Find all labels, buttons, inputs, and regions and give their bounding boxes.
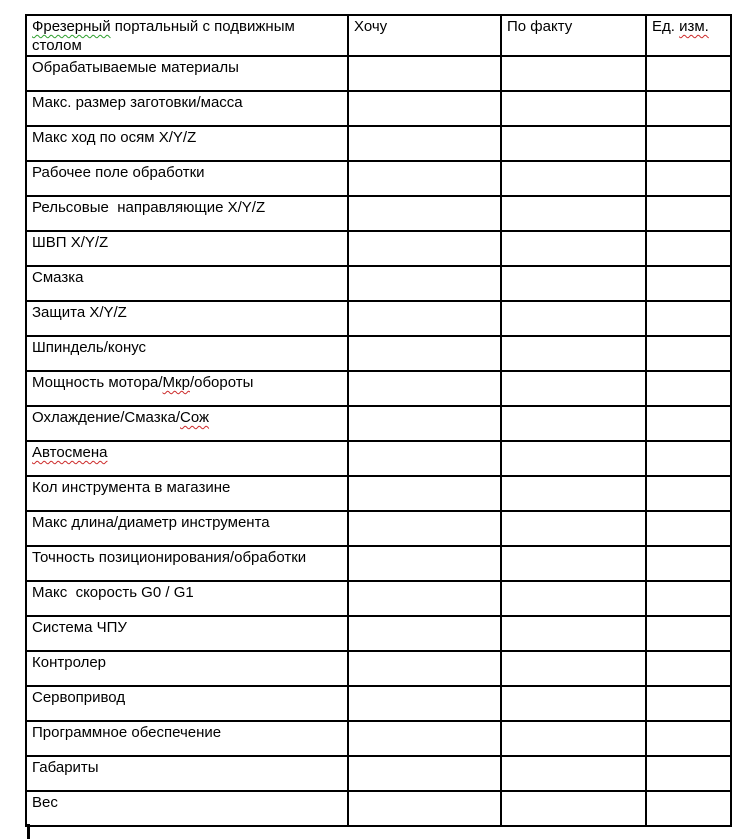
want-cell[interactable]: [348, 406, 501, 441]
table-row: [26, 511, 731, 546]
header-cell-want[interactable]: [348, 15, 501, 56]
table-row: [26, 651, 731, 686]
table-row: [26, 441, 731, 476]
want-cell[interactable]: [348, 721, 501, 756]
want-cell[interactable]: [348, 336, 501, 371]
label-text: Система ЧПУ: [32, 619, 127, 636]
row-label-cell[interactable]: [26, 441, 348, 476]
table-row: [26, 791, 731, 826]
fact-cell[interactable]: [501, 126, 646, 161]
row-label-cell[interactable]: [26, 791, 348, 826]
table-row: [26, 616, 731, 651]
table-row: [26, 371, 731, 406]
spec-table: [25, 14, 732, 827]
unit-cell[interactable]: [646, 546, 731, 581]
want-cell[interactable]: [348, 476, 501, 511]
table-row: [26, 581, 731, 616]
unit-cell[interactable]: [646, 441, 731, 476]
fact-cell[interactable]: [501, 231, 646, 266]
header-fact-label: По факту: [507, 18, 573, 35]
fact-cell[interactable]: [501, 581, 646, 616]
row-label-cell[interactable]: [26, 301, 348, 336]
unit-cell[interactable]: [646, 616, 731, 651]
unit-cell[interactable]: [646, 581, 731, 616]
want-cell[interactable]: [348, 231, 501, 266]
table-row: [26, 546, 731, 581]
fact-cell[interactable]: [501, 406, 646, 441]
row-label-cell[interactable]: [26, 511, 348, 546]
want-cell[interactable]: [348, 686, 501, 721]
want-cell[interactable]: [348, 756, 501, 791]
fact-cell[interactable]: [501, 721, 646, 756]
unit-cell[interactable]: [646, 406, 731, 441]
want-cell[interactable]: [348, 791, 501, 826]
want-cell[interactable]: [348, 266, 501, 301]
fact-cell[interactable]: [501, 301, 646, 336]
row-label-cell[interactable]: [26, 546, 348, 581]
label-text: Макс ход по осям X/Y/Z: [32, 129, 197, 146]
table-row: [26, 196, 731, 231]
unit-cell[interactable]: [646, 126, 731, 161]
want-cell[interactable]: [348, 126, 501, 161]
label-text: портальный с подвижным столом: [32, 18, 299, 54]
want-cell[interactable]: [348, 301, 501, 336]
fact-cell[interactable]: [501, 616, 646, 651]
fact-cell[interactable]: [501, 441, 646, 476]
fact-cell[interactable]: [501, 56, 646, 91]
label-text: Макс. размер заготовки/масса: [32, 94, 243, 111]
table-row: [26, 686, 731, 721]
row-label-cell[interactable]: [26, 406, 348, 441]
table-row: [26, 231, 731, 266]
unit-cell[interactable]: [646, 196, 731, 231]
want-cell[interactable]: [348, 371, 501, 406]
row-label-cell[interactable]: [26, 196, 348, 231]
misspelled-word: Сож: [180, 409, 210, 426]
unit-cell[interactable]: [646, 56, 731, 91]
unit-cell[interactable]: [646, 511, 731, 546]
header-row: [26, 15, 731, 56]
misspelled-word: Фрезерный: [32, 18, 111, 35]
row-label-cell[interactable]: [26, 161, 348, 196]
label-text: Точность позиционирования/обработки: [32, 549, 307, 566]
label-text: /обороты: [189, 374, 254, 391]
want-cell[interactable]: [348, 196, 501, 231]
unit-cell[interactable]: [646, 161, 731, 196]
row-label-cell[interactable]: [26, 756, 348, 791]
fact-cell[interactable]: [501, 266, 646, 301]
unit-cell[interactable]: [646, 721, 731, 756]
label-text: Защита X/Y/Z: [32, 304, 127, 321]
unit-cell[interactable]: [646, 756, 731, 791]
header-want-label: Хочу: [354, 18, 388, 35]
want-cell[interactable]: [348, 161, 501, 196]
fact-cell[interactable]: [501, 546, 646, 581]
want-cell[interactable]: [348, 441, 501, 476]
fact-cell[interactable]: [501, 91, 646, 126]
table-row: [26, 721, 731, 756]
want-cell[interactable]: [348, 56, 501, 91]
fact-cell[interactable]: [501, 686, 646, 721]
table-row: [26, 126, 731, 161]
label-text: Шпиндель/конус: [32, 339, 147, 356]
row-label-cell[interactable]: [26, 616, 348, 651]
fact-cell[interactable]: [501, 196, 646, 231]
want-cell[interactable]: [348, 546, 501, 581]
want-cell[interactable]: [348, 511, 501, 546]
text-cursor[interactable]: [27, 824, 30, 839]
fact-cell[interactable]: [501, 476, 646, 511]
label-text: Мощность мотора/: [32, 374, 163, 391]
label-text: Программное обеспечение: [32, 724, 222, 741]
fact-cell[interactable]: [501, 161, 646, 196]
table-row: [26, 91, 731, 126]
row-label-cell[interactable]: [26, 686, 348, 721]
table-row: [26, 56, 731, 91]
want-cell[interactable]: [348, 616, 501, 651]
fact-cell[interactable]: [501, 791, 646, 826]
row-label-cell[interactable]: [26, 231, 348, 266]
want-cell[interactable]: [348, 581, 501, 616]
table-row: [26, 756, 731, 791]
fact-cell[interactable]: [501, 336, 646, 371]
row-label-cell[interactable]: [26, 721, 348, 756]
unit-cell[interactable]: [646, 231, 731, 266]
table-row: [26, 161, 731, 196]
row-label-cell[interactable]: [26, 91, 348, 126]
label-text: Обрабатываемые материалы: [32, 59, 239, 76]
unit-cell[interactable]: [646, 336, 731, 371]
unit-cell[interactable]: [646, 91, 731, 126]
label-text: Габариты: [32, 759, 99, 776]
row-label-cell[interactable]: [26, 336, 348, 371]
unit-cell[interactable]: [646, 301, 731, 336]
want-cell[interactable]: [348, 91, 501, 126]
misspelled-word: Автосмена: [32, 444, 108, 461]
label-text: Смазка: [32, 269, 84, 286]
misspelled-word: Мкр: [162, 374, 190, 391]
unit-cell[interactable]: [646, 791, 731, 826]
fact-cell[interactable]: [501, 511, 646, 546]
fact-cell[interactable]: [501, 756, 646, 791]
header-cell-title[interactable]: [26, 15, 348, 56]
table-body: [26, 56, 731, 826]
header-cell-unit[interactable]: [646, 15, 731, 56]
label-text: Вес: [32, 794, 58, 811]
fact-cell[interactable]: [501, 371, 646, 406]
label-text: Рельсовые направляющие X/Y/Z: [32, 199, 266, 216]
table-row: [26, 476, 731, 511]
row-label-cell[interactable]: [26, 476, 348, 511]
want-cell[interactable]: [348, 651, 501, 686]
unit-cell[interactable]: [646, 266, 731, 301]
header-cell-fact[interactable]: [501, 15, 646, 56]
label-text: Макс длина/диаметр инструмента: [32, 514, 270, 531]
label-text: Кол инструмента в магазине: [32, 479, 231, 496]
unit-cell[interactable]: [646, 476, 731, 511]
row-label-cell[interactable]: [26, 371, 348, 406]
row-label-cell[interactable]: [26, 266, 348, 301]
fact-cell[interactable]: [501, 651, 646, 686]
row-label-cell[interactable]: [26, 581, 348, 616]
label-text: Ед.: [652, 18, 680, 35]
unit-cell[interactable]: [646, 686, 731, 721]
unit-cell[interactable]: [646, 651, 731, 686]
label-text: Контролер: [32, 654, 107, 671]
table-title: [32, 18, 299, 54]
table-row: [26, 266, 731, 301]
row-label-cell[interactable]: [26, 126, 348, 161]
misspelled-word: изм.: [679, 18, 709, 35]
header-unit-label: [652, 18, 709, 35]
unit-cell[interactable]: [646, 371, 731, 406]
table-row: [26, 301, 731, 336]
label-text: Рабочее поле обработки: [32, 164, 205, 181]
label-text: Сервопривод: [32, 689, 126, 706]
table-row: [26, 406, 731, 441]
row-label-cell[interactable]: [26, 651, 348, 686]
label-text: Макс скорость G0 / G1: [32, 584, 194, 601]
row-label-cell[interactable]: [26, 56, 348, 91]
label-text: ШВП X/Y/Z: [32, 234, 109, 251]
label-text: Охлаждение/Смазка/: [32, 409, 180, 426]
table-row: [26, 336, 731, 371]
